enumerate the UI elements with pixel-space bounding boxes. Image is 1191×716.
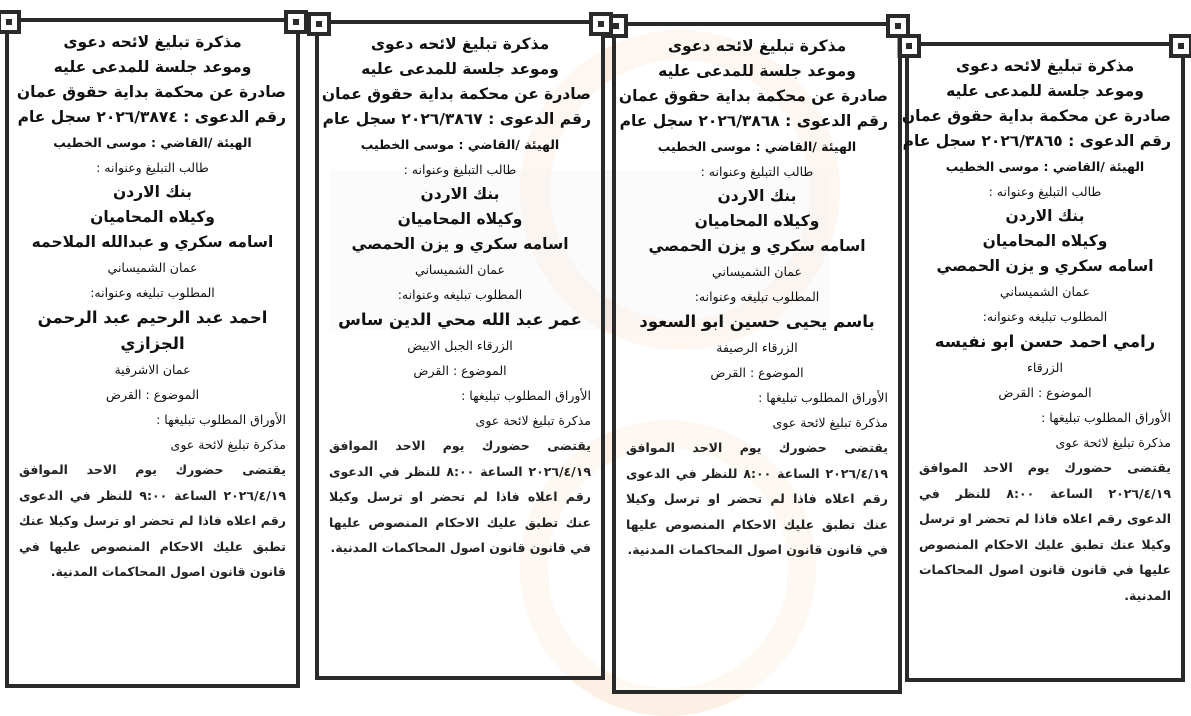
judge: الهيئة /القاضي : موسى الخطيب bbox=[945, 159, 1145, 174]
papers-label: الأوراق المطلوب تبليغها : bbox=[1041, 410, 1171, 425]
subject: الموضوع : القرض bbox=[710, 365, 804, 380]
court-name: صادرة عن محكمة بداية حقوق عمان bbox=[618, 87, 888, 105]
requester-address: عمان الشميساني bbox=[712, 264, 802, 279]
notice-title: مذكرة تبليغ لائحه دعوى bbox=[370, 35, 550, 53]
judge: الهيئة /القاضي : موسى الخطيب bbox=[360, 137, 560, 152]
court-name: صادرة عن محكمة بداية حقوق عمان bbox=[321, 85, 591, 103]
agents-names: اسامه سكري و عبدالله الملاحمه bbox=[31, 233, 274, 251]
agents-names: اسامه سكري و يزن الحمصي bbox=[351, 235, 569, 253]
respondent-address: الزرقاء bbox=[1027, 360, 1063, 375]
case-number: رقم الدعوى : ٢٠٢٦/٣٨٦٨ سجل عام bbox=[619, 112, 888, 130]
notice-title: مذكرة تبليغ لائحه دعوى bbox=[667, 37, 847, 55]
notice-warning: للنظر في الدعوى رقم اعلاه فاذا لم تحضر او ترسل وكيلا عنك تطبق عليك الاحكام المنصوص عليها في قانون قانون اصول المحاكمات المدنية. bbox=[329, 463, 591, 555]
respondent-address: الزرقاء الرصيفة bbox=[716, 340, 798, 355]
respondent-label: المطلوب تبليغه وعنوانه: bbox=[694, 289, 820, 304]
papers: مذكرة تبليغ لائحة عوى bbox=[475, 413, 591, 428]
papers-label: الأوراق المطلوب تبليغها : bbox=[461, 388, 591, 403]
court-notice bbox=[901, 42, 1185, 682]
corner-ornament bbox=[1169, 34, 1191, 58]
respondent-address: عمان الاشرفية bbox=[114, 362, 191, 377]
notice-title: مذكرة تبليغ لائحه دعوى bbox=[63, 33, 242, 51]
corner-ornament bbox=[886, 14, 910, 38]
papers-label: الأوراق المطلوب تبليغها : bbox=[156, 412, 286, 427]
requester-name: بنك الاردن bbox=[1005, 207, 1085, 225]
requester-address: عمان الشميساني bbox=[107, 260, 198, 275]
notice-body bbox=[626, 435, 888, 563]
subject: الموضوع : القرض bbox=[998, 385, 1092, 400]
notice-body bbox=[329, 433, 591, 561]
agents-label: وكيلاه المحاميان bbox=[694, 212, 820, 230]
corner-ornament bbox=[307, 12, 331, 36]
requester-name: بنك الاردن bbox=[420, 185, 500, 203]
respondent-label: المطلوب تبليغه وعنوانه: bbox=[90, 285, 215, 300]
notice-subtitle: وموعد جلسة للمدعى عليه bbox=[361, 60, 559, 78]
agents-label: وكيلاه المحاميان bbox=[397, 210, 523, 228]
hearing-date: يقتضى حضورك يوم الاحد الموافق ٢٠٢٦/٤/١٩ الساعة ٩:٠٠ bbox=[19, 462, 287, 503]
papers: مذكرة تبليغ لائحة عوى bbox=[772, 415, 888, 430]
respondent-label: المطلوب تبليغه وعنوانه: bbox=[982, 309, 1108, 324]
court-notice bbox=[315, 20, 605, 680]
notice-subtitle: وموعد جلسة للمدعى عليه bbox=[946, 82, 1144, 100]
court-name: صادرة عن محكمة بداية حقوق عمان bbox=[901, 107, 1171, 125]
papers-label: الأوراق المطلوب تبليغها : bbox=[758, 390, 888, 405]
case-number: رقم الدعوى : ٢٠٢٦/٣٨٦٥ سجل عام bbox=[902, 132, 1171, 150]
papers: مذكرة تبليغ لائحة عوى bbox=[1055, 435, 1171, 450]
requester-label: طالب التبليغ وعنوانه : bbox=[700, 164, 814, 179]
agents-label: وكيلاه المحاميان bbox=[90, 208, 215, 226]
agents-names: اسامه سكري و يزن الحمصي bbox=[936, 257, 1154, 275]
respondent-name: احمد عبد الرحيم عبد الرحمن الجزازي bbox=[37, 308, 268, 353]
notice-subtitle: وموعد جلسة للمدعى عليه bbox=[53, 58, 252, 76]
hearing-date: يقتضى حضورك يوم الاحد الموافق ٢٠٢٦/٤/١٩ الساعة ٨:٠٠ bbox=[329, 438, 592, 479]
agents-names: اسامه سكري و يزن الحمصي bbox=[648, 237, 866, 255]
papers: مذكرة تبليغ لائحة عوى bbox=[170, 437, 286, 452]
subject: الموضوع : القرض bbox=[105, 387, 200, 402]
notice-warning: للنظر في الدعوى رقم اعلاه فاذا لم تحضر او ترسل وكيلا عنك تطبق عليك الاحكام المنصوص عليها في قانون قانون اصول المحاكمات المدنية. bbox=[626, 465, 888, 557]
requester-address: عمان الشميساني bbox=[415, 262, 505, 277]
court-notice bbox=[5, 18, 300, 688]
corner-ornament bbox=[0, 10, 21, 34]
judge: الهيئة /القاضي : موسى الخطيب bbox=[53, 135, 252, 150]
notice-subtitle: وموعد جلسة للمدعى عليه bbox=[658, 62, 856, 80]
hearing-date: يقتضى حضورك يوم الاحد الموافق ٢٠٢٦/٤/١٩ الساعة ٨:٠٠ bbox=[919, 460, 1171, 501]
case-number: رقم الدعوى : ٢٠٢٦/٣٨٧٤ سجل عام bbox=[17, 108, 286, 126]
requester-name: بنك الاردن bbox=[113, 183, 192, 201]
case-number: رقم الدعوى : ٢٠٢٦/٣٨٦٧ سجل عام bbox=[322, 110, 591, 128]
court-name: صادرة عن محكمة بداية حقوق عمان bbox=[16, 83, 286, 101]
notice-body bbox=[19, 457, 286, 585]
notice-title: مذكرة تبليغ لائحه دعوى bbox=[955, 57, 1135, 75]
requester-name: بنك الاردن bbox=[717, 187, 797, 205]
notice-warning: للنظر في الدعوى رقم اعلاه فاذا لم تحضر او ترسل وكيلا عنك تطبق عليك الاحكام المنصوص عليها في قانون قانون اصول المحاكمات المدنية. bbox=[19, 487, 286, 579]
corner-ornament bbox=[284, 10, 308, 34]
requester-label: طالب التبليغ وعنوانه : bbox=[403, 162, 517, 177]
respondent-label: المطلوب تبليغه وعنوانه: bbox=[397, 287, 523, 302]
corner-ornament bbox=[589, 12, 613, 36]
requester-address: عمان الشميساني bbox=[1000, 284, 1090, 299]
agents-label: وكيلاه المحاميان bbox=[982, 232, 1108, 250]
respondent-name: باسم يحيى حسين ابو السعود bbox=[639, 312, 875, 331]
court-notice bbox=[612, 22, 902, 694]
respondent-name: رامي احمد حسن ابو نفيسه bbox=[934, 332, 1156, 351]
subject: الموضوع : القرض bbox=[413, 363, 507, 378]
notice-warning: للنظر في الدعوى رقم اعلاه فاذا لم تحضر او ترسل وكيلا عنك تطبق عليك الاحكام المنصوص عليها في قانون قانون اصول المحاكمات المدنية. bbox=[919, 485, 1171, 603]
requester-label: طالب التبليغ وعنوانه : bbox=[988, 184, 1102, 199]
notice-body bbox=[919, 455, 1171, 608]
judge: الهيئة /القاضي : موسى الخطيب bbox=[657, 139, 857, 154]
respondent-address: الزرقاء الجبل الابيض bbox=[407, 338, 513, 353]
requester-label: طالب التبليغ وعنوانه : bbox=[96, 160, 209, 175]
respondent-name: عمر عبد الله محي الدين ساس bbox=[338, 310, 582, 329]
hearing-date: يقتضى حضورك يوم الاحد الموافق ٢٠٢٦/٤/١٩ الساعة ٨:٠٠ bbox=[626, 440, 889, 481]
